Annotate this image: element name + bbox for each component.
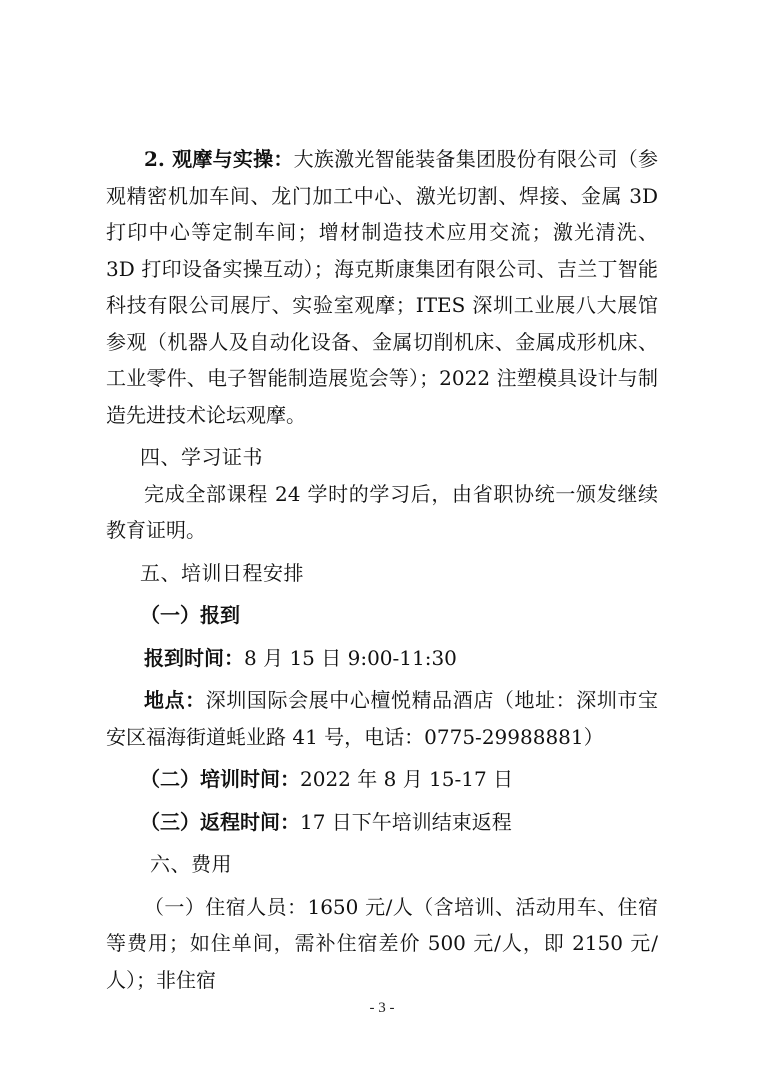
observe-practice-paragraph bbox=[106, 141, 658, 433]
location-value: 深圳国际会展中心檀悦精品酒店（地址：深圳市宝安区福海街道蚝业路 41 号，电话：0775-29988881） bbox=[106, 688, 658, 749]
return-time-value: 17 日下午培训结束返程 bbox=[300, 809, 512, 834]
return-time-label: （三）返程时间： bbox=[140, 809, 300, 834]
location-paragraph bbox=[106, 682, 658, 755]
report-time-label: 报到时间： bbox=[144, 645, 244, 670]
section-6-heading: 六、费用 bbox=[150, 852, 232, 876]
section-4-text: 完成全部课程 24 学时的学习后，由省职协统一颁发继续教育证明。 bbox=[106, 481, 658, 542]
observe-practice-label: 2. 观摩与实操： bbox=[144, 147, 294, 171]
return-time-line bbox=[106, 804, 658, 841]
page-number: - 3 - bbox=[369, 1000, 395, 1016]
observe-practice-text: 大族激光智能装备集团股份有限公司（参观精密机加车间、龙门加工中心、激光切割、焊接、金属 3D 打印中心等定制车间；增材制造技术应用交流；激光清洗、 3D 打印设备实操互动）；海克斯康集团有限公司、吉兰丁智能科技有限公司展厅、实验室观摩；ITES 深圳工业展八大展馆参观（机器人及自动化设备、金属切削机床、金属成形机床、工业零件、电子智能制造展览会等）；2022 注塑模具设计与制造先进技术论坛观摩。 bbox=[106, 147, 659, 427]
training-time-label: （二）培训时间： bbox=[140, 767, 300, 791]
section-6-text: （一）住宿人员：1650 元/人（含培训、活动用车、住宿等费用；如住单间，需补住宿差价 500 元/人，即 2150 元/人）；非住宿 bbox=[106, 894, 658, 992]
section-4-heading: 四、学习证书 bbox=[140, 445, 263, 469]
training-time-line bbox=[106, 761, 658, 798]
report-time-value: 8 月 15 日 9:00-11:30 bbox=[244, 645, 457, 670]
section-5-heading: 五、培训日程安排 bbox=[140, 560, 304, 585]
report-subheading: （一）报到 bbox=[140, 603, 240, 627]
page-content bbox=[106, 141, 658, 998]
training-time-value: 2022 年 8 月 15-17 日 bbox=[300, 767, 514, 791]
location-label: 地点： bbox=[144, 688, 206, 712]
report-time-line bbox=[106, 640, 658, 677]
